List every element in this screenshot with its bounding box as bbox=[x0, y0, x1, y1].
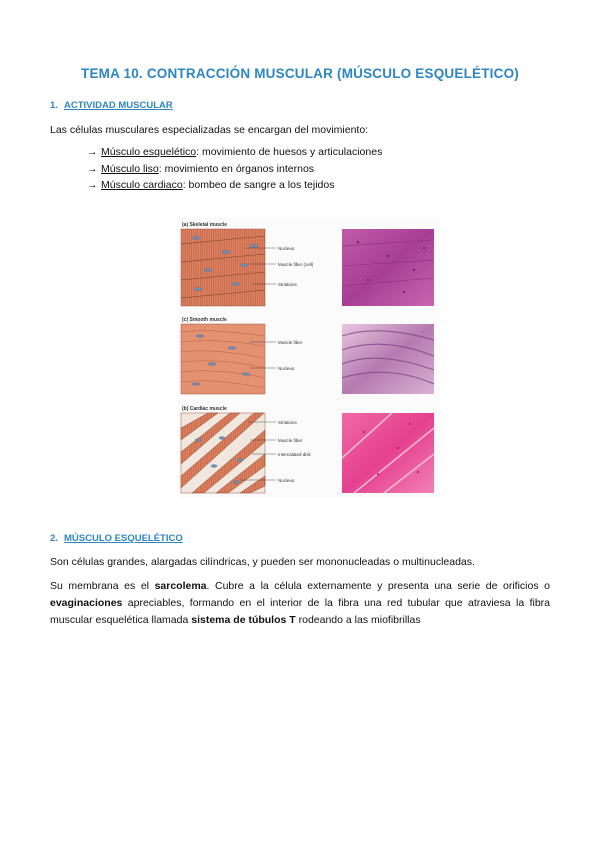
list-term: Músculo cardiaco bbox=[101, 179, 183, 191]
paragraph-cells: Son células grandes, alargadas cilíndricas, y pueden ser mononucleadas o multinucleadas. bbox=[50, 556, 475, 568]
section-label: MÚSCULO ESQUELÉTICO bbox=[64, 533, 183, 544]
panel-label: (b) Cardiac muscle bbox=[182, 406, 227, 412]
list-term: Músculo esquelético bbox=[101, 146, 197, 158]
text-run: Su membrana es el bbox=[50, 580, 155, 592]
arrow-icon: → bbox=[87, 162, 98, 175]
paragraph-sarcolema bbox=[50, 578, 550, 629]
callout-label: Nucleus bbox=[278, 366, 295, 371]
bold-term-sarcolema: sarcolema bbox=[154, 580, 207, 592]
list-item bbox=[87, 177, 382, 194]
text-run: rodeando a las miofibrillas bbox=[295, 614, 421, 626]
arrow-icon: → bbox=[87, 146, 98, 158]
text-run: apreciables, formando en el interior de la fibra una red tubular que atraviesa la fibra muscular esquelética llamada bbox=[50, 597, 550, 626]
muscle-types-list bbox=[87, 144, 382, 194]
callout-label: Muscle fiber bbox=[278, 438, 303, 443]
callout-label: Striations bbox=[278, 282, 297, 287]
bold-term-evaginaciones: evaginaciones bbox=[50, 597, 123, 609]
callout-label: Intercalated disk bbox=[278, 452, 311, 457]
list-desc: : movimiento en órganos internos bbox=[158, 162, 315, 175]
skeletal-panel bbox=[181, 222, 434, 306]
list-item bbox=[87, 144, 382, 161]
list-desc: : bombeo de sangre a los tejidos bbox=[182, 179, 335, 191]
list-desc: : movimiento de huesos y articulaciones bbox=[196, 146, 383, 158]
callout-label: Muscle fiber (cell) bbox=[278, 262, 314, 267]
intro-paragraph: Las células musculares especializadas se encargan del movimiento: bbox=[50, 124, 369, 136]
smooth-panel bbox=[181, 317, 434, 394]
panel-label: (c) Smooth muscle bbox=[182, 317, 227, 323]
bold-term-tubulos-t: sistema de túbulos T bbox=[191, 614, 296, 626]
section-label: ACTIVIDAD MUSCULAR bbox=[64, 100, 173, 111]
cardiac-panel bbox=[181, 406, 434, 493]
callout-label: Nucleus bbox=[278, 246, 295, 251]
callout-label: Striations bbox=[278, 420, 297, 425]
muscle-types-figure bbox=[178, 218, 440, 498]
list-term: Músculo liso bbox=[101, 162, 159, 175]
list-item bbox=[87, 161, 382, 178]
muscle-figure-svg bbox=[178, 218, 440, 498]
callout-label: Muscle fiber bbox=[278, 340, 303, 345]
panel-label: (a) Skeletal muscle bbox=[182, 222, 228, 228]
callout-label: Nucleus bbox=[278, 478, 295, 483]
cardiac-micrograph bbox=[342, 413, 434, 493]
arrow-icon: → bbox=[87, 179, 98, 191]
section-heading-actividad bbox=[50, 100, 173, 111]
section-number: 2. bbox=[50, 533, 58, 544]
text-run: . Cubre a la célula externamente y presenta una serie de orificios o bbox=[206, 580, 550, 592]
document-title: TEMA 10. CONTRACCIÓN MUSCULAR (MÚSCULO ESQUELÉTICO) bbox=[81, 66, 519, 81]
section-heading-musculo bbox=[50, 533, 183, 544]
section-number: 1. bbox=[50, 100, 58, 111]
